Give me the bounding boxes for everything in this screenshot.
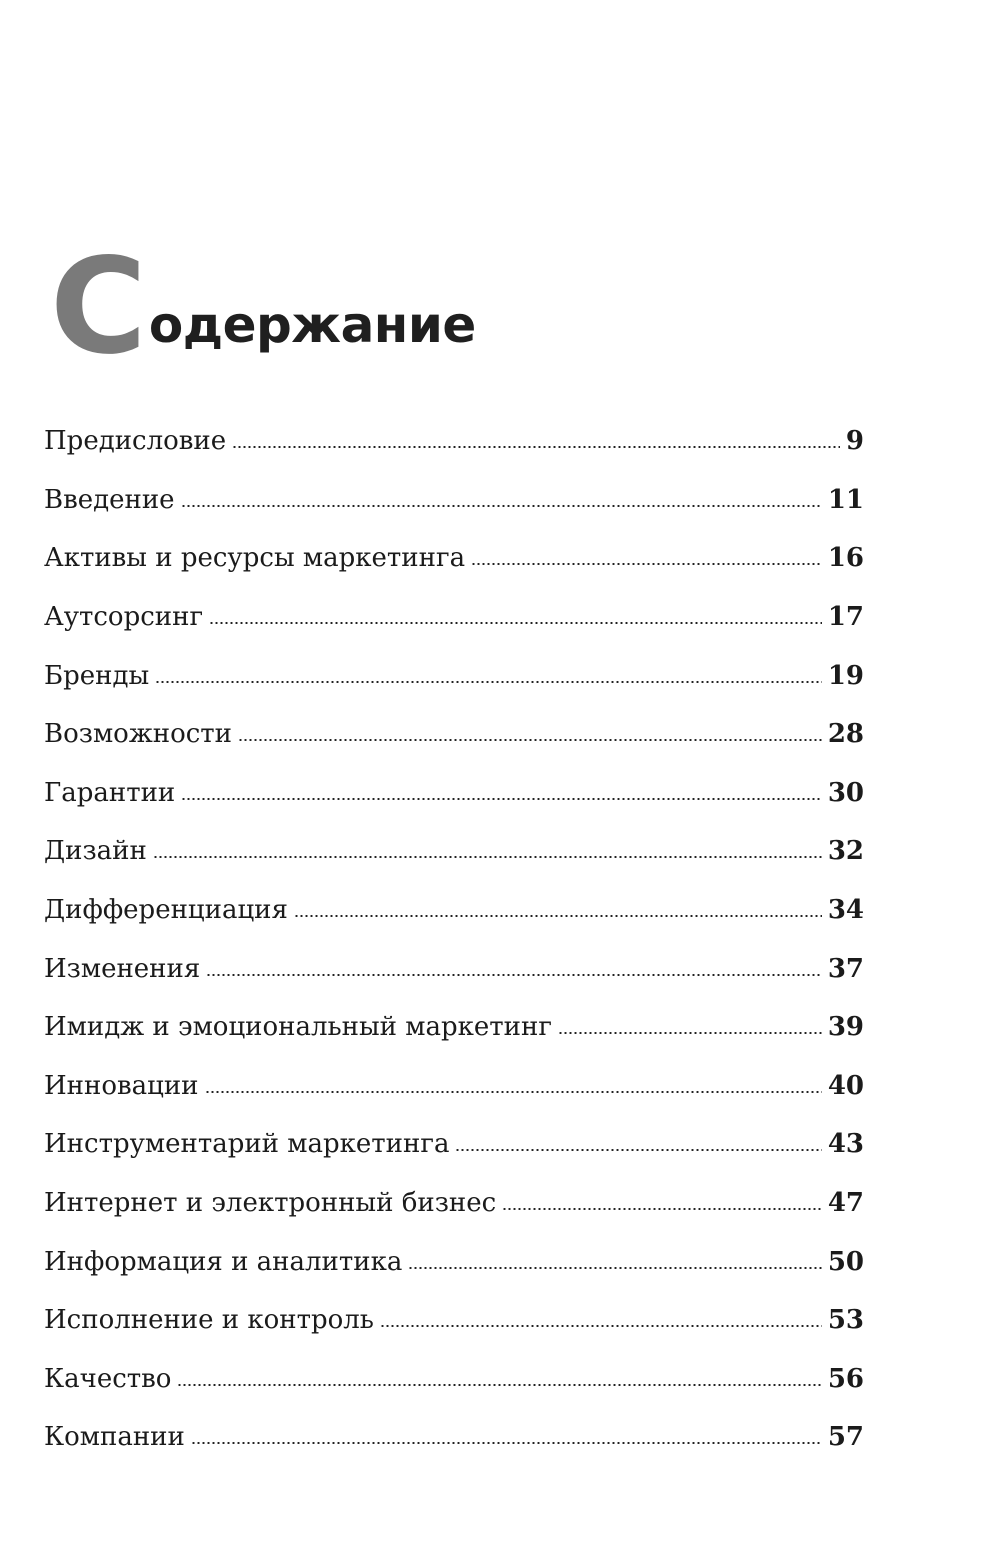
table-of-contents [44, 412, 864, 1467]
toc-entry-page: 39 [827, 1012, 864, 1043]
toc-entry-page: 17 [827, 602, 864, 633]
toc-entry [44, 822, 864, 881]
toc-entry [44, 1350, 864, 1409]
toc-entry [44, 1057, 864, 1116]
toc-entry [44, 939, 864, 998]
toc-entry-title: Аутсорсинг [44, 602, 204, 633]
toc-entry [44, 998, 864, 1057]
toc-entry-title: Предисловие [44, 426, 227, 457]
toc-entry [44, 1115, 864, 1174]
toc-entry-leader [177, 1384, 821, 1386]
toc-entry-leader [294, 915, 822, 917]
toc-entry [44, 471, 864, 530]
toc-entry-title: Информация и аналитика [44, 1246, 403, 1277]
page-title [50, 230, 476, 384]
toc-entry-title: Инструментарий маркетинга [44, 1129, 450, 1160]
toc-entry-title: Дифференциация [44, 895, 288, 926]
toc-entry [44, 1291, 864, 1350]
toc-entry-title: Возможности [44, 719, 232, 750]
toc-entry-leader [153, 856, 822, 858]
toc-entry-page: 32 [827, 836, 864, 867]
toc-entry-title: Введение [44, 484, 175, 515]
toc-entry-leader [558, 1032, 822, 1034]
toc-entry-page: 11 [827, 484, 864, 515]
toc-entry-title: Дизайн [44, 836, 147, 867]
toc-entry [44, 1232, 864, 1291]
toc-entry-leader [502, 1208, 822, 1210]
toc-entry-page: 9 [845, 426, 864, 457]
toc-entry-title: Компании [44, 1422, 185, 1453]
page-title-rest: одержание [148, 296, 476, 354]
toc-entry-leader [471, 563, 822, 565]
toc-entry-page: 53 [827, 1305, 864, 1336]
toc-entry-leader [205, 1091, 822, 1093]
toc-entry-page: 37 [827, 953, 864, 984]
toc-entry [44, 1174, 864, 1233]
toc-entry [44, 881, 864, 940]
toc-entry-leader [191, 1442, 822, 1444]
toc-entry-page: 50 [827, 1246, 864, 1277]
toc-entry-page: 47 [827, 1188, 864, 1219]
toc-entry [44, 529, 864, 588]
toc-entry [44, 646, 864, 705]
toc-entry-leader [455, 1149, 821, 1151]
toc-entry-leader [155, 681, 822, 683]
toc-entry-leader [181, 798, 822, 800]
toc-entry-title: Инновации [44, 1070, 199, 1101]
toc-entry [44, 588, 864, 647]
toc-entry-title: Интернет и электронный бизнес [44, 1188, 497, 1219]
toc-entry-page: 28 [827, 719, 864, 750]
toc-entry-page: 56 [827, 1363, 864, 1394]
toc-entry-leader [181, 505, 822, 507]
toc-entry-page: 34 [827, 895, 864, 926]
toc-entry [44, 705, 864, 764]
toc-entry-title: Изменения [44, 953, 201, 984]
toc-entry [44, 764, 864, 823]
toc-entry-title: Активы и ресурсы маркетинга [44, 543, 466, 574]
toc-entry-title: Гарантии [44, 777, 176, 808]
toc-entry-title: Качество [44, 1363, 172, 1394]
toc-entry-title: Бренды [44, 660, 150, 691]
toc-entry-page: 43 [827, 1129, 864, 1160]
toc-entry-leader [232, 446, 840, 448]
toc-entry-page: 57 [827, 1422, 864, 1453]
toc-entry-page: 30 [827, 777, 864, 808]
toc-entry-leader [408, 1267, 821, 1269]
toc-entry-title: Исполнение и контроль [44, 1305, 374, 1336]
toc-entry-page: 19 [827, 660, 864, 691]
toc-entry-leader [206, 974, 822, 976]
toc-entry-title: Имидж и эмоциональный маркетинг [44, 1012, 552, 1043]
toc-entry-page: 40 [827, 1070, 864, 1101]
toc-entry [44, 412, 864, 471]
toc-entry-leader [380, 1325, 822, 1327]
toc-entry [44, 1408, 864, 1467]
page-title-initial: С [50, 230, 143, 384]
toc-entry-leader [238, 739, 822, 741]
toc-entry-leader [209, 622, 822, 624]
toc-entry-page: 16 [827, 543, 864, 574]
